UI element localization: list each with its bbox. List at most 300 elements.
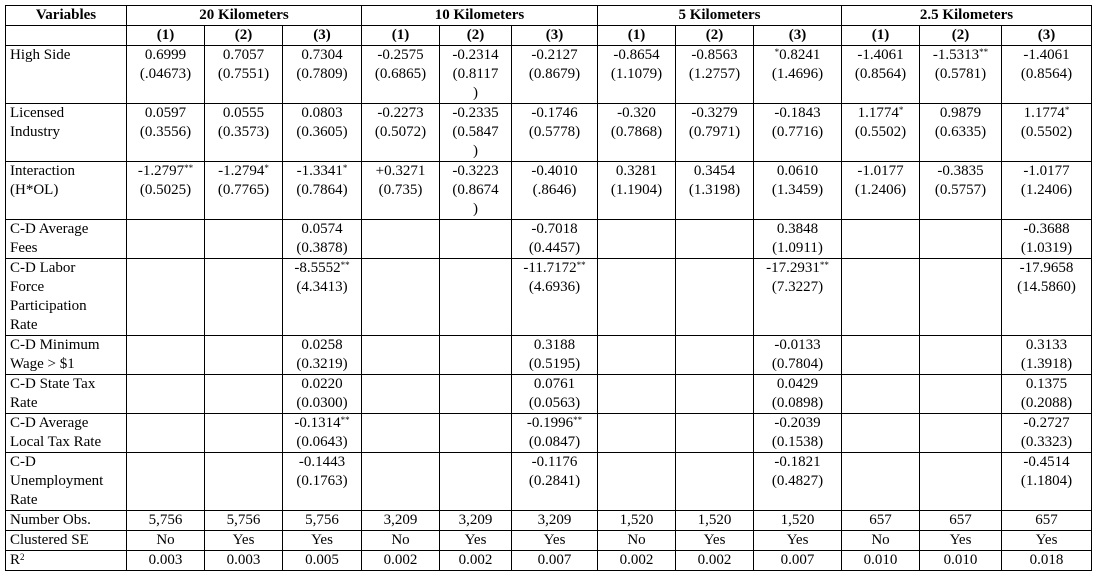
table-row — [6, 104, 1092, 162]
summary-cell: 1,520 — [754, 511, 842, 531]
table-cell — [754, 46, 842, 104]
table-cell — [598, 46, 676, 104]
table-cell — [283, 375, 362, 414]
table-cell — [842, 104, 920, 162]
blank-header-cell — [6, 26, 127, 46]
standard-error-value: (0.7765) — [217, 182, 270, 198]
table-cell — [205, 220, 283, 259]
row-label-line: C-D Labor — [10, 260, 76, 276]
table-cell — [754, 375, 842, 414]
coefficient-value: 0.3188 — [533, 337, 576, 353]
standard-error-value: (1.1804) — [1020, 473, 1073, 489]
summary-cell: 5,756 — [127, 511, 205, 531]
row-label — [6, 104, 127, 162]
group-header: 10 Kilometers — [362, 6, 598, 26]
table-cell — [205, 414, 283, 453]
summary-cell: 0.002 — [440, 551, 512, 571]
table-cell — [205, 375, 283, 414]
table-cell — [440, 453, 512, 511]
coefficient-value: 0.0803 — [301, 105, 343, 121]
table-cell — [283, 414, 362, 453]
table-cell — [754, 162, 842, 220]
table-cell — [362, 414, 440, 453]
table-cell — [440, 162, 512, 220]
row-label-line: Interaction — [10, 163, 75, 179]
coefficient-value: -0.4010 — [531, 163, 578, 179]
table-cell — [754, 414, 842, 453]
summary-cell: 0.018 — [1002, 551, 1092, 571]
table-cell — [1002, 414, 1092, 453]
coefficient-value: -8.5552** — [294, 260, 350, 276]
table-row — [6, 453, 1092, 511]
summary-cell: 0.007 — [512, 551, 598, 571]
row-label-line: Force — [10, 279, 45, 295]
standard-error-value: (4.3413) — [296, 279, 348, 295]
group-header: 20 Kilometers — [127, 6, 362, 26]
standard-error-value: (1.0911) — [772, 240, 823, 256]
coefficient-value: 0.3281 — [615, 163, 658, 179]
standard-error-value: (0.5502) — [1020, 124, 1073, 140]
column-number-header: (1) — [127, 26, 205, 46]
coefficient-value: *0.8241 — [774, 47, 821, 63]
standard-error-value: (0.1538) — [771, 434, 824, 450]
table-cell — [512, 336, 598, 375]
coefficient-value: -1.3341* — [296, 163, 348, 179]
table-cell — [127, 104, 205, 162]
standard-error-value: (0.1763) — [296, 473, 348, 489]
coefficient-value: -0.8654 — [613, 47, 660, 63]
row-label-line: C-D Average — [10, 221, 89, 237]
table-cell — [920, 220, 1002, 259]
summary-cell: No — [842, 531, 920, 551]
table-cell — [676, 162, 754, 220]
table-cell — [512, 46, 598, 104]
table-cell — [598, 414, 676, 453]
table-row — [6, 46, 1092, 104]
standard-error-value: (0.0847) — [528, 434, 581, 450]
summary-cell: Yes — [1002, 531, 1092, 551]
coefficient-value: 0.7304 — [301, 47, 343, 63]
table-cell — [512, 453, 598, 511]
table-cell — [205, 162, 283, 220]
coefficient-value: -0.2335 — [452, 105, 499, 121]
coefficient-value: -0.3835 — [937, 163, 984, 179]
coefficient-value: 0.9879 — [939, 105, 982, 121]
column-number-header: (2) — [205, 26, 283, 46]
summary-cell: Yes — [512, 531, 598, 551]
standard-error-value: (14.5860) — [1017, 279, 1076, 295]
coefficient-value: 0.0220 — [301, 376, 343, 392]
coefficient-value: -1.5313** — [932, 47, 989, 63]
summary-row — [6, 511, 1092, 531]
standard-error-value: (0.5025) — [139, 182, 192, 198]
table-cell — [676, 375, 754, 414]
summary-cell: 0.010 — [842, 551, 920, 571]
summary-cell: 0.002 — [676, 551, 754, 571]
table-cell — [205, 453, 283, 511]
row-label-line: Industry — [10, 124, 60, 140]
row-label-line: Wage > $1 — [10, 356, 75, 372]
column-number-header: (3) — [1002, 26, 1092, 46]
summary-cell: 0.002 — [598, 551, 676, 571]
table-cell — [205, 104, 283, 162]
row-label-line: Licensed — [10, 105, 65, 121]
coefficient-value: 0.3133 — [1025, 337, 1068, 353]
table-cell — [754, 220, 842, 259]
coefficient-value: -1.2794* — [218, 163, 269, 179]
standard-error-value: (0.5847 — [452, 124, 499, 140]
standard-error-value: (1.3918) — [1020, 356, 1073, 372]
standard-error-value: (1.2406) — [854, 182, 907, 198]
summary-cell: Yes — [205, 531, 283, 551]
table-cell — [512, 259, 598, 336]
table-cell — [842, 336, 920, 375]
table-cell — [1002, 336, 1092, 375]
table-cell — [598, 162, 676, 220]
table-cell — [598, 375, 676, 414]
standard-error-value: (0.8674 — [452, 182, 499, 198]
standard-error-value: (4.6936) — [528, 279, 581, 295]
table-cell — [512, 104, 598, 162]
table-cell — [362, 453, 440, 511]
coefficient-value: 0.3454 — [693, 163, 736, 179]
group-header: 5 Kilometers — [598, 6, 842, 26]
coefficient-value: -0.1746 — [531, 105, 578, 121]
standard-error-value: (0.4457) — [528, 240, 581, 256]
row-label-line: C-D Average — [10, 415, 89, 431]
standard-error-value: (0.5502) — [854, 124, 907, 140]
coefficient-value: 0.3848 — [776, 221, 819, 237]
column-number-header: (1) — [598, 26, 676, 46]
coefficient-value: -1.0177 — [857, 163, 904, 179]
coefficient-value: -0.3223 — [452, 163, 499, 179]
variables-header: Variables — [6, 6, 127, 26]
table-cell — [127, 162, 205, 220]
standard-error-value: (0.7551) — [217, 66, 270, 82]
row-label — [6, 453, 127, 511]
table-cell — [676, 453, 754, 511]
table-cell — [1002, 375, 1092, 414]
summary-cell: 0.003 — [205, 551, 283, 571]
standard-error-value: (0.7809) — [296, 66, 348, 82]
regression-table — [5, 5, 1092, 571]
summary-cell: Yes — [283, 531, 362, 551]
standard-error-value: (1.0319) — [1020, 240, 1073, 256]
standard-error-value: (0.5781) — [934, 66, 987, 82]
table-cell — [598, 453, 676, 511]
summary-cell: 657 — [1002, 511, 1092, 531]
row-label-line: Local Tax Rate — [10, 434, 102, 450]
table-cell — [127, 46, 205, 104]
coefficient-value: -0.8563 — [691, 47, 738, 63]
standard-error-value: ) — [473, 201, 478, 217]
table-cell — [127, 414, 205, 453]
row-label — [6, 336, 127, 375]
table-cell — [283, 336, 362, 375]
table-cell — [283, 259, 362, 336]
table-cell — [512, 375, 598, 414]
coefficient-value: +0.3271 — [375, 163, 426, 179]
summary-cell: Yes — [920, 531, 1002, 551]
table-cell — [598, 220, 676, 259]
standard-error-value: (0.2088) — [1020, 395, 1073, 411]
table-cell — [362, 336, 440, 375]
summary-cell: 0.007 — [754, 551, 842, 571]
table-cell — [598, 104, 676, 162]
table-cell — [362, 375, 440, 414]
coefficient-value: 0.0610 — [776, 163, 819, 179]
table-cell — [676, 259, 754, 336]
table-cell — [920, 104, 1002, 162]
summary-cell: No — [127, 531, 205, 551]
table-cell — [440, 336, 512, 375]
coefficient-value: -17.2931** — [766, 260, 829, 276]
row-label-line: Unemployment — [10, 473, 104, 489]
table-cell — [127, 259, 205, 336]
table-cell — [283, 162, 362, 220]
summary-cell: 0.002 — [362, 551, 440, 571]
table-cell — [1002, 220, 1092, 259]
table-cell — [440, 259, 512, 336]
table-cell — [127, 453, 205, 511]
standard-error-value: (0.5195) — [528, 356, 581, 372]
standard-error-value: (0.4827) — [771, 473, 824, 489]
table-row — [6, 220, 1092, 259]
standard-error-value: (0.3556) — [139, 124, 192, 140]
coefficient-value: -0.4514 — [1023, 454, 1070, 470]
summary-cell: 3,209 — [440, 511, 512, 531]
table-cell — [842, 46, 920, 104]
standard-error-value: (1.4696) — [771, 66, 824, 82]
table-cell — [920, 414, 1002, 453]
table-cell — [920, 336, 1002, 375]
coefficient-value: -0.1443 — [298, 454, 346, 470]
summary-cell: 1,520 — [598, 511, 676, 531]
standard-error-value: (0.7864) — [296, 182, 348, 198]
coefficient-value: -0.1314** — [294, 415, 350, 431]
table-cell — [440, 220, 512, 259]
summary-cell: 657 — [920, 511, 1002, 531]
standard-error-value: (0.3573) — [217, 124, 270, 140]
group-header-row — [6, 6, 1092, 26]
table-cell — [205, 46, 283, 104]
row-label — [6, 46, 127, 104]
row-label-line: Rate — [10, 317, 38, 333]
row-label-line: High Side — [10, 47, 71, 63]
standard-error-value: (1.3459) — [771, 182, 824, 198]
coefficient-value: -0.3688 — [1023, 221, 1070, 237]
row-label-line: (H*OL) — [10, 182, 59, 198]
coefficient-value: -17.9658 — [1019, 260, 1074, 276]
coefficient-value: -0.0133 — [774, 337, 821, 353]
coefficient-value: -0.320 — [617, 105, 656, 121]
summary-row-label: Number Obs. — [6, 511, 127, 531]
coefficient-value: -1.2797** — [137, 163, 194, 179]
standard-error-value: (0.8117 — [452, 66, 499, 82]
coefficient-value: 0.0429 — [776, 376, 819, 392]
table-cell — [362, 104, 440, 162]
table-cell — [920, 453, 1002, 511]
column-number-header: (1) — [362, 26, 440, 46]
coefficient-value: 0.0258 — [301, 337, 343, 353]
table-cell — [920, 162, 1002, 220]
table-cell — [362, 162, 440, 220]
table-row — [6, 375, 1092, 414]
table-cell — [512, 220, 598, 259]
summary-cell: 5,756 — [205, 511, 283, 531]
table-row — [6, 259, 1092, 336]
standard-error-value: (0.3605) — [296, 124, 348, 140]
table-cell — [598, 259, 676, 336]
table-cell — [362, 46, 440, 104]
row-label-line: Rate — [10, 395, 38, 411]
coefficient-value: -1.0177 — [1023, 163, 1070, 179]
standard-error-value: (1.3198) — [688, 182, 741, 198]
table-cell — [920, 46, 1002, 104]
standard-error-value: (0.0563) — [528, 395, 581, 411]
coefficient-value: 0.6999 — [144, 47, 187, 63]
row-label-line: C-D — [10, 454, 36, 470]
table-cell — [283, 104, 362, 162]
table-cell — [1002, 162, 1092, 220]
table-cell — [920, 375, 1002, 414]
table-cell — [283, 46, 362, 104]
row-label-line: Fees — [10, 240, 38, 256]
table-cell — [754, 453, 842, 511]
table-cell — [1002, 259, 1092, 336]
standard-error-value: (0.6865) — [374, 66, 427, 82]
standard-error-value: (0.7804) — [771, 356, 824, 372]
table-cell — [1002, 46, 1092, 104]
table-cell — [842, 162, 920, 220]
standard-error-value: (1.1904) — [610, 182, 663, 198]
summary-cell: 0.010 — [920, 551, 1002, 571]
standard-error-value: (0.6335) — [934, 124, 987, 140]
table-cell — [920, 259, 1002, 336]
summary-cell: Yes — [676, 531, 754, 551]
coefficient-value: 0.1375 — [1025, 376, 1068, 392]
column-number-header: (2) — [920, 26, 1002, 46]
table-row — [6, 162, 1092, 220]
table-cell — [440, 46, 512, 104]
standard-error-value: (0.5778) — [528, 124, 581, 140]
table-cell — [842, 220, 920, 259]
coefficient-value: -0.1176 — [531, 454, 578, 470]
table-cell — [842, 259, 920, 336]
table-cell — [676, 104, 754, 162]
standard-error-value: ) — [473, 143, 478, 159]
table-cell — [842, 375, 920, 414]
table-cell — [754, 259, 842, 336]
standard-error-value: (0.8564) — [854, 66, 907, 82]
coefficient-value: -0.3279 — [691, 105, 738, 121]
standard-error-value: (1.1079) — [610, 66, 663, 82]
standard-error-value: (1.2406) — [1020, 182, 1073, 198]
table-cell — [127, 336, 205, 375]
summary-cell: 3,209 — [512, 511, 598, 531]
table-cell — [127, 220, 205, 259]
table-cell — [754, 336, 842, 375]
coefficient-value: -0.2273 — [377, 105, 424, 121]
table-cell — [362, 220, 440, 259]
coefficient-value: 0.0761 — [533, 376, 576, 392]
table-cell — [440, 104, 512, 162]
table-cell — [676, 220, 754, 259]
summary-cell: 5,756 — [283, 511, 362, 531]
summary-row — [6, 551, 1092, 571]
coefficient-value: -1.4061 — [1023, 47, 1070, 63]
table-cell — [512, 162, 598, 220]
table-cell — [676, 414, 754, 453]
table-row — [6, 336, 1092, 375]
standard-error-value: (0.7716) — [771, 124, 824, 140]
summary-row-label: Clustered SE — [6, 531, 127, 551]
standard-error-value: (0.7971) — [688, 124, 741, 140]
row-label — [6, 259, 127, 336]
summary-cell: 3,209 — [362, 511, 440, 531]
standard-error-value: (0.5072) — [374, 124, 427, 140]
standard-error-value: (0.3219) — [296, 356, 348, 372]
summary-cell: 0.005 — [283, 551, 362, 571]
standard-error-value: ) — [473, 85, 478, 101]
column-number-header: (2) — [676, 26, 754, 46]
table-cell — [842, 453, 920, 511]
summary-row — [6, 531, 1092, 551]
coefficient-value: -0.1843 — [774, 105, 821, 121]
coefficient-value: -11.7172** — [523, 260, 586, 276]
standard-error-value: (0.8679) — [528, 66, 581, 82]
standard-error-value: (.04673) — [139, 66, 192, 82]
coefficient-value: 0.0555 — [222, 105, 265, 121]
column-number-header: (3) — [754, 26, 842, 46]
summary-cell: 1,520 — [676, 511, 754, 531]
row-label-line: Rate — [10, 492, 38, 508]
standard-error-value: (0.0898) — [771, 395, 824, 411]
table-cell — [842, 414, 920, 453]
table-cell — [676, 336, 754, 375]
coefficient-value: 1.1774* — [1023, 105, 1070, 121]
row-label-line: Participation — [10, 298, 87, 314]
table-cell — [1002, 104, 1092, 162]
summary-cell: 0.003 — [127, 551, 205, 571]
table-cell — [1002, 453, 1092, 511]
coefficient-value: -0.1996** — [526, 415, 583, 431]
table-cell — [440, 375, 512, 414]
table-cell — [598, 336, 676, 375]
coefficient-value: 1.1774* — [857, 105, 904, 121]
coefficient-value: -0.2039 — [774, 415, 821, 431]
row-label — [6, 220, 127, 259]
table-cell — [205, 259, 283, 336]
standard-error-value: (0.8564) — [1020, 66, 1073, 82]
coefficient-value: -0.2314 — [452, 47, 499, 63]
column-number-header: (3) — [512, 26, 598, 46]
standard-error-value: (0.2841) — [528, 473, 581, 489]
coefficient-value: -0.1821 — [774, 454, 821, 470]
standard-error-value: (0.735) — [378, 182, 423, 198]
row-label — [6, 375, 127, 414]
row-label-line: C-D State Tax — [10, 376, 96, 392]
table-cell — [205, 336, 283, 375]
group-header: 2.5 Kilometers — [842, 6, 1092, 26]
table-cell — [754, 104, 842, 162]
standard-error-value: (7.3227) — [771, 279, 824, 295]
table-cell — [362, 259, 440, 336]
regression-table-container — [5, 5, 1092, 571]
table-cell — [127, 375, 205, 414]
table-cell — [512, 414, 598, 453]
table-cell — [676, 46, 754, 104]
